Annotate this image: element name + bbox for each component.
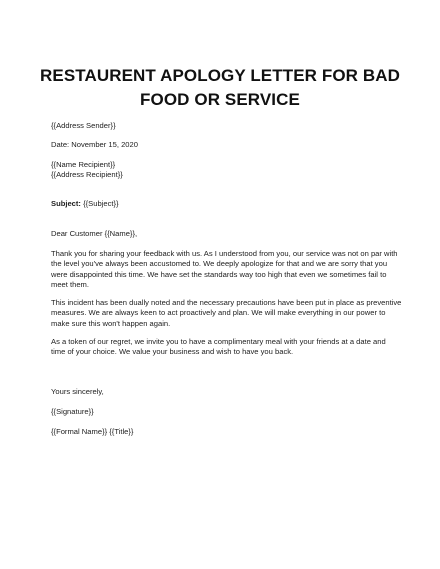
paragraph-3: [51, 337, 391, 358]
para2-line: measures. We are always keen to act proactively and plan. We will make everything in our power to: [51, 308, 386, 318]
para1-line: were disappointed this time. We have set the standards way too high that even we sometimes fail to: [51, 269, 387, 279]
formal-name: [51, 427, 391, 437]
closing: [51, 387, 391, 397]
title-line-1: RESTAURENT APOLOGY LETTER FOR BAD: [40, 66, 400, 85]
paragraph-2: [51, 298, 402, 329]
para3-line: As a token of our regret, we invite you to have a complimentary meal with your friends at a date and: [51, 337, 386, 346]
para1-line: Thank you for sharing your feedback with us. As I understood from you, our service was not on par with: [51, 249, 398, 258]
closing-text: Yours sincerely,: [51, 387, 104, 396]
subject-line: [51, 199, 391, 209]
subject-label: Subject:: [51, 199, 81, 208]
date-text: Date: November 15, 2020: [51, 140, 138, 149]
letter-date: [51, 140, 391, 150]
letter-title: [40, 64, 400, 112]
subject-value: {{Subject}}: [80, 199, 119, 208]
salutation: [51, 229, 391, 239]
title-line-2: FOOD OR SERVICE: [140, 90, 300, 109]
sender-address: [51, 121, 391, 131]
recipient-block: [51, 160, 391, 181]
formal-name-text: {{Formal Name}} {{Title}}: [51, 427, 134, 436]
address-sender: {{Address Sender}}: [51, 121, 116, 130]
salutation-text: Dear Customer {{Name}},: [51, 229, 138, 238]
signature-text: {{Signature}}: [51, 407, 94, 416]
name-recipient: {{Name Recipient}}: [51, 160, 116, 169]
para2-line: make sure this won't happen again.: [51, 318, 171, 328]
para3-line: time of your choice. We value your business and wish to have you back.: [51, 347, 294, 357]
address-recipient: {{Address Recipient}}: [51, 170, 123, 180]
paragraph-1: [51, 249, 398, 290]
para1-line: meet them.: [51, 279, 89, 289]
para1-line: the level you've always been accustomed to. We deeply apologize for that and we are sorry that you: [51, 259, 388, 269]
para2-line: This incident has been dually noted and the necessary precautions have been put in place as preventive: [51, 298, 402, 307]
signature: [51, 407, 391, 417]
